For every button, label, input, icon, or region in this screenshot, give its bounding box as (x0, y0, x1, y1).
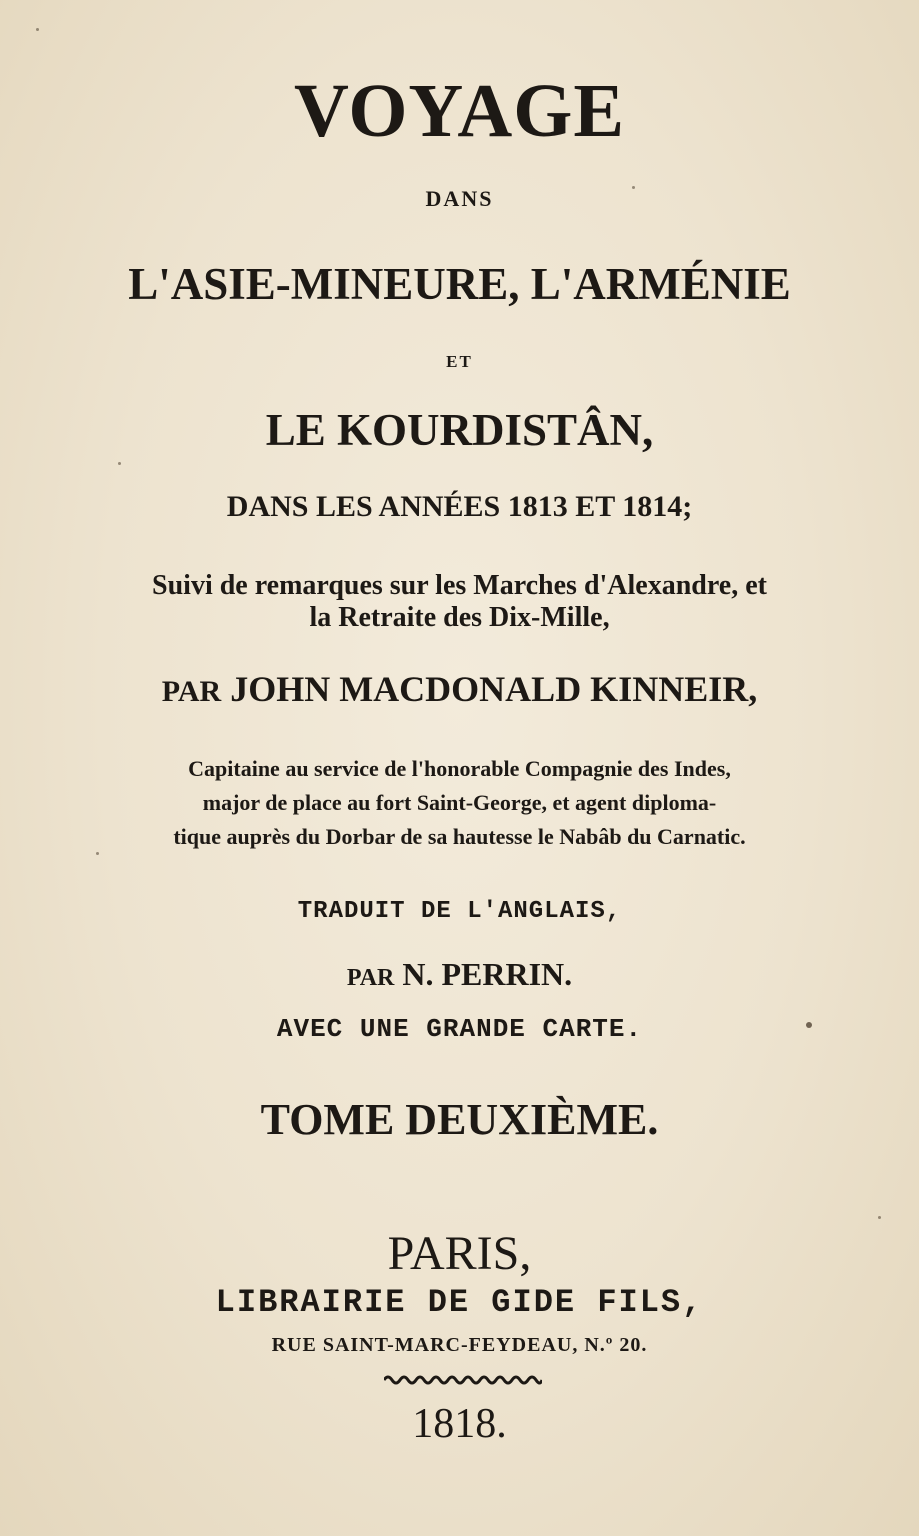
main-title: VOYAGE (293, 69, 626, 153)
author-credentials-line-2: major de place au fort Saint-George, et agent diploma- (202, 790, 717, 815)
author-credentials-line-3: tique auprès du Dorbar de sa hautesse le Nabâb du Carnatic. (173, 824, 746, 849)
title-connector-et: ET (446, 352, 473, 371)
title-region-line-1: L'ASIE-MINEURE, L'ARMÉNIE (128, 259, 791, 309)
title-connector-dans: DANS (425, 186, 494, 211)
author-line (0, 668, 919, 710)
paper-speck (96, 852, 99, 855)
paper-speck (806, 1022, 812, 1028)
paper-speck (118, 462, 121, 465)
title-region-line-2: LE KOURDISTÂN, (265, 405, 654, 455)
publication-city: PARIS, (387, 1227, 532, 1280)
paper-speck (878, 1216, 881, 1219)
subtitle-line-1: Suivi de remarques sur les Marches d'Alexandre, et (152, 570, 767, 601)
paper-speck (632, 186, 635, 189)
translator-line (0, 956, 919, 993)
publisher-name: LIBRAIRIE DE GIDE FILS, (215, 1284, 704, 1321)
title-years: DANS LES ANNÉES 1813 ET 1814; (226, 490, 693, 523)
map-note: AVEC UNE GRANDE CARTE. (276, 1014, 643, 1044)
translator-name: N. PERRIN. (402, 956, 573, 992)
subtitle-line-2: la Retraite des Dix-Mille, (309, 602, 610, 633)
wavy-rule-ornament (384, 1374, 542, 1386)
publisher-address: RUE SAINT-MARC-FEYDEAU, N.º 20. (271, 1334, 648, 1356)
volume-label: TOME DEUXIÈME. (260, 1095, 659, 1144)
author-name: JOHN MACDONALD KINNEIR, (230, 669, 758, 709)
translator-par-prefix: PAR (346, 965, 395, 991)
author-par-prefix: PAR (161, 675, 222, 708)
author-credentials-line-1: Capitaine au service de l'honorable Compagnie des Indes, (188, 756, 731, 781)
publication-year: 1818. (412, 1401, 507, 1447)
paper-speck (36, 28, 39, 31)
translation-note: TRADUIT DE L'ANGLAIS, (297, 898, 622, 925)
